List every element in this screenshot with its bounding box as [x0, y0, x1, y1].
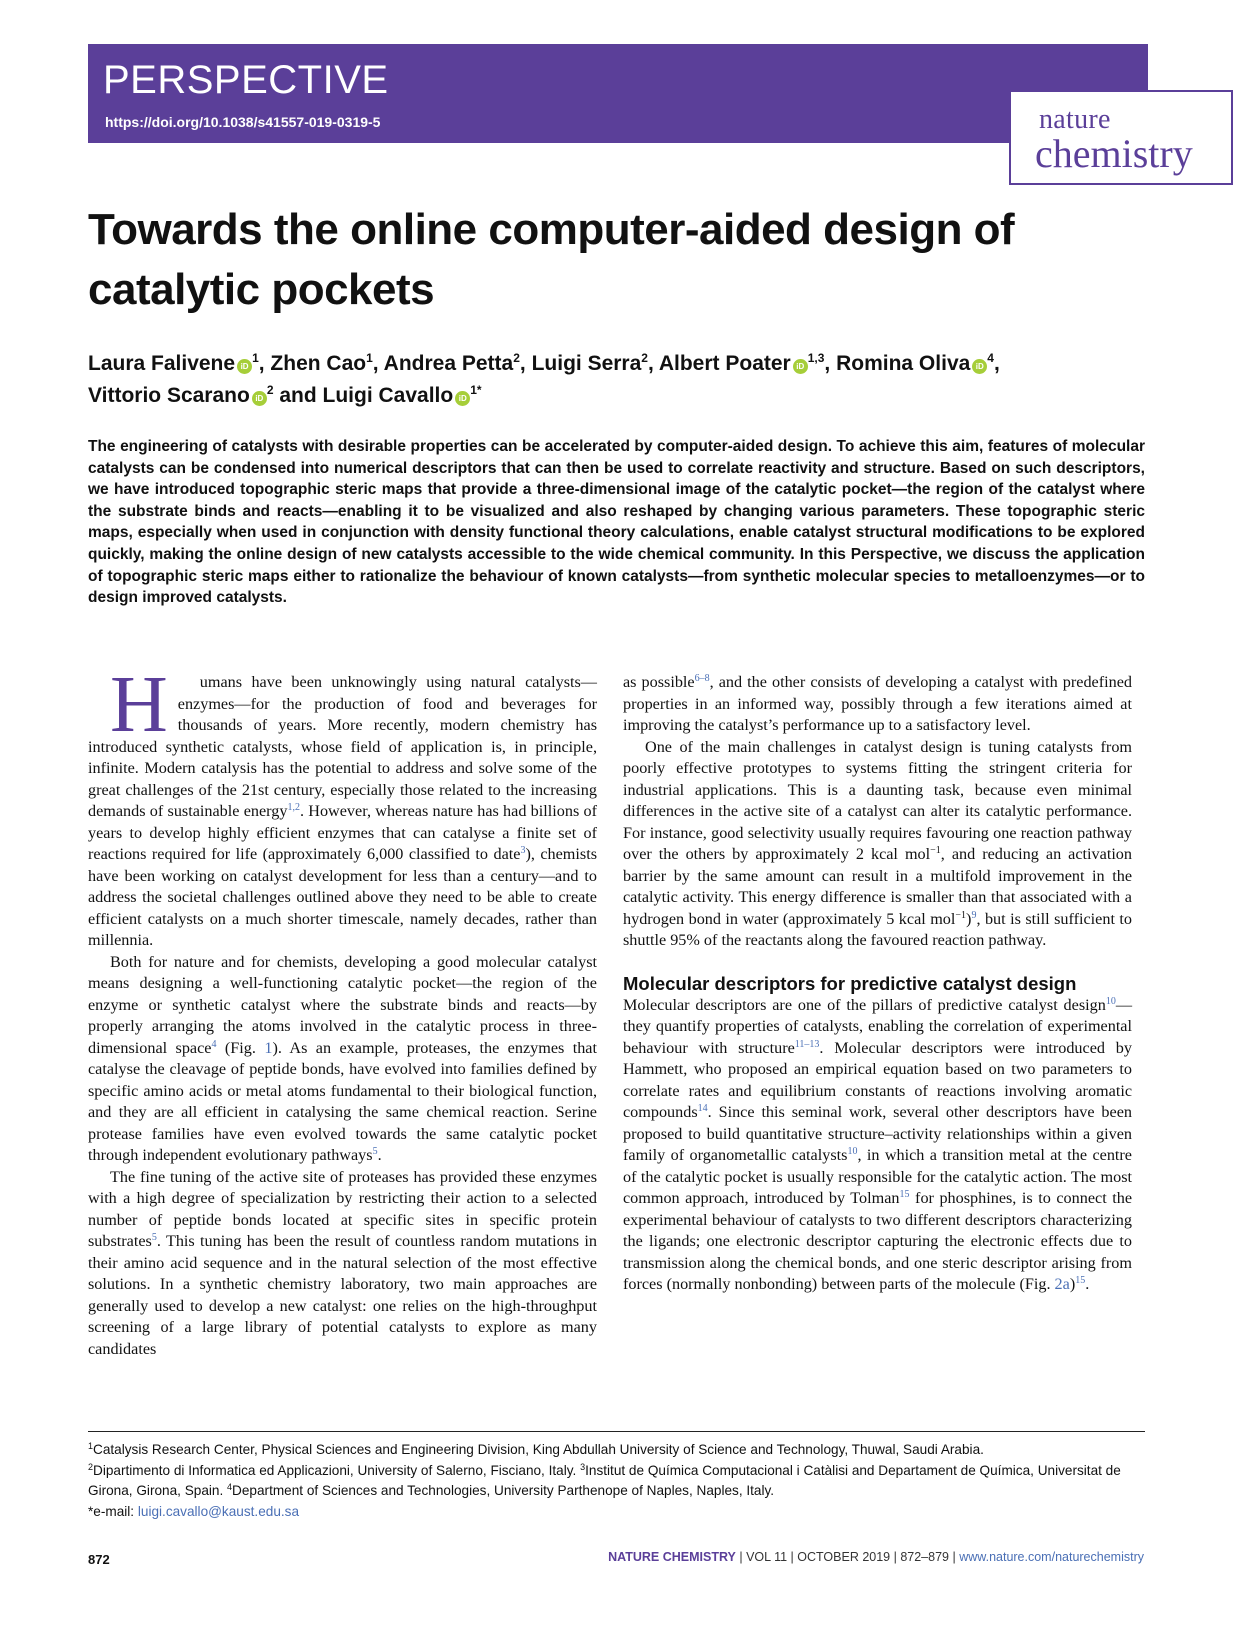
- abstract: The engineering of catalysts with desirable properties can be accelerated by computer-aided design. To achieve this aim, features of molecular catalysts can be condensed into numerical descriptors that can then be used to correlate reactivity and structure. Based on such descriptors, we have introduced topographic steric maps that provide a three-dimensional image of the catalytic pocket—the region of the catalyst where the substrate binds and reacts—enabling it to be visualized and also reshaped by changing various parameters. These topographic steric maps, especially when used in conjunction with density functional theory calculations, enable catalyst structural modifications to be explored quickly, making the online design of new catalysts accessible to the wide chemical community. In this Perspective, we discuss the application of topographic steric maps either to rationalize the behaviour of known catalysts—from synthetic molecular species to metalloenzymes—or to design improved catalysts.: [88, 438, 1145, 607]
- body-paragraph: [88, 952, 597, 1167]
- author-separator: ,: [519, 352, 532, 375]
- text-run: , in which a transition metal at the centre of the catalytic pocket is usually responsible for the catalytic action. The most common approach, introduced by Tolman: [623, 1146, 1132, 1207]
- citation-ref[interactable]: 3: [520, 845, 526, 856]
- author-name[interactable]: [384, 352, 520, 375]
- article-type: PERSPECTIVE: [103, 58, 389, 102]
- citation-ref[interactable]: 5: [372, 1146, 378, 1157]
- text-run: .: [377, 1146, 382, 1164]
- doi-link[interactable]: https://doi.org/10.1038/s41557-019-0319-5: [105, 114, 381, 130]
- text-run: .: [1085, 1275, 1090, 1293]
- author-name-text: Luigi Serra: [531, 352, 642, 375]
- text-run: —they quantify properties of catalysts, enabling the correlation of experimental behaviour with structure: [623, 995, 1132, 1057]
- text-run: ): [1069, 1275, 1076, 1293]
- text-run: . Molecular descriptors were introduced by Hammett, who proposed an empirical equation based on two parameters to correlate rates and equilibrium constants of reactions involving aromatic compounds: [623, 1038, 1132, 1121]
- affiliation-marker: 1: [366, 351, 373, 365]
- figure-ref[interactable]: 1: [264, 1038, 273, 1057]
- citation-ref[interactable]: 4: [211, 1038, 217, 1050]
- author-list: [88, 348, 1148, 412]
- author-separator: ,: [993, 352, 1000, 375]
- author-name[interactable]: [88, 384, 274, 407]
- body-paragraph: [88, 661, 597, 952]
- affiliation-marker: 4: [987, 351, 994, 365]
- unit-exponent: −1: [930, 845, 941, 856]
- affiliation-marker: 1*: [470, 383, 482, 397]
- affiliation-marker: 1: [252, 351, 259, 365]
- affiliation-text: Department of Sciences and Technologies, University Parthenope of Naples, Naples, Italy.: [232, 1483, 775, 1498]
- citation-ref[interactable]: 10: [847, 1146, 858, 1157]
- text-run: . However, whereas nature has had billions of years to develop highly efficient enzymes that can catalyse a finite set of reactions required for life (approximately 6,000 classified to date: [88, 802, 597, 863]
- affiliation-marker: 1,3: [807, 351, 825, 365]
- citation-ref[interactable]: 9: [971, 909, 977, 921]
- author-name[interactable]: [836, 352, 994, 375]
- journal-logo[interactable]: [1009, 90, 1233, 185]
- affiliation-marker: 2: [513, 351, 520, 365]
- email-label: *e-mail:: [88, 1503, 138, 1519]
- journal-url[interactable]: www.nature.com/naturechemistry: [959, 1550, 1144, 1564]
- text-run: for phosphines, is to connect the experimental behaviour of catalysts to two different descriptors characterizing the ligands; one electronic descriptor capturing the electronic effects due to transmission along the chemical bonds, and one steric descriptor arising from forces (normally nonbonding) between parts of the molecule (Fig.: [623, 1189, 1133, 1293]
- text-run: , but is still sufficient to shuttle 95% of the reactants along the favoured reaction pathway.: [623, 909, 1132, 949]
- author-name[interactable]: [659, 352, 825, 375]
- orcid-icon[interactable]: iD: [793, 359, 808, 374]
- orcid-icon[interactable]: iD: [455, 391, 470, 406]
- affiliation-text: Catalysis Research Center, Physical Sciences and Engineering Division, King Abdullah University of Science and Technology, Thuwal, Saudi Arabia.: [93, 1442, 984, 1457]
- author-name-text: Laura Falivene: [88, 352, 236, 375]
- body-paragraph: [623, 737, 1132, 952]
- orcid-icon[interactable]: iD: [237, 359, 252, 374]
- citation-ref[interactable]: 6–8: [694, 673, 710, 684]
- orcid-icon[interactable]: iD: [252, 391, 267, 406]
- footnote-divider: [88, 1431, 1145, 1432]
- author-name-text: Vittorio Scarano: [88, 384, 250, 407]
- citation-ref[interactable]: 11–13: [794, 1038, 820, 1050]
- text-run: Both for nature and for chemists, developing a good molecular catalyst means designing a well-functioning catalytic pocket—the region of the enzyme or synthetic catalyst where the substrate binds and reacts—by properly arranging the atoms involved in the catalytic process in three-dimensional space: [88, 952, 597, 1057]
- text-run: as possible: [623, 673, 695, 691]
- body-paragraph: [623, 672, 1132, 737]
- citation-ref[interactable]: 15: [1075, 1275, 1086, 1286]
- email-link[interactable]: luigi.cavallo@kaust.edu.sa: [137, 1503, 300, 1519]
- author-name-text: Zhen Cao: [270, 352, 367, 375]
- affiliation-text: Dipartimento di Informatica ed Applicazioni, University of Salerno, Fisciano, Italy.: [93, 1462, 581, 1478]
- journal-name: NATURE CHEMISTRY: [608, 1550, 736, 1564]
- text-run: ). As an example, proteases, the enzymes that catalyse the cleavage of peptide bonds, have evolved into families defined by specific amino acids or metal atoms fundamental to their biological function, and they are all efficient in catalysing the same chemical reaction. Serine protease families have even evolved towards the same catalytic pocket through independent evolutionary pathways: [88, 1038, 597, 1164]
- section-heading: Molecular descriptors for predictive catalyst design: [623, 972, 1077, 994]
- logo-chemistry: chemistry: [1035, 131, 1193, 176]
- body-paragraph: [623, 995, 1132, 1296]
- text-run: . Since this seminal work, several other descriptors have been proposed to build quantitative structure–activity relationships within a given family of organometallic catalysts: [623, 1103, 1132, 1164]
- citation-ref[interactable]: 5: [151, 1232, 157, 1243]
- affiliation-number: 2: [88, 1461, 94, 1472]
- author-separator: ,: [647, 352, 659, 375]
- orcid-icon[interactable]: iD: [972, 359, 987, 374]
- page-number: 872: [88, 1552, 110, 1567]
- author-name[interactable]: [88, 352, 259, 375]
- text-run: ), chemists have been working on catalyst development for less than a century—and to address the societal challenges outlined above they need to be able to create efficient catalysts on a much shorter timescale, namely decades, rather than millennia.: [88, 845, 597, 949]
- body-column-left: [88, 661, 597, 1360]
- author-separator: and: [273, 384, 323, 407]
- journal-footer: [608, 1550, 1144, 1564]
- author-separator: ,: [372, 352, 384, 375]
- drop-cap: H: [110, 661, 168, 749]
- text-run: (Fig.: [216, 1038, 265, 1057]
- article-type-banner: [88, 44, 1193, 176]
- text-run: , and the other consists of developing a catalyst with predefined properties in an informed way, possibly through a few iterations aimed at improving the catalyst’s performance up to a satisfactory level.: [623, 673, 1132, 734]
- author-name-text: Andrea Petta: [383, 352, 514, 375]
- affiliation-number: 1: [88, 1441, 94, 1451]
- body-column-right: [623, 672, 1132, 1296]
- text-run: ): [966, 909, 972, 928]
- citation-ref[interactable]: 15: [899, 1189, 910, 1200]
- affiliation-number: 4: [227, 1482, 233, 1492]
- citation-ref[interactable]: 14: [697, 1103, 708, 1114]
- text-run: Molecular descriptors are one of the pillars of predictive catalyst design: [623, 995, 1106, 1014]
- affiliation-text: Institut de Química Computacional i Catàlisi and Departament de Química, Universitat de Girona, Girona, Spain.: [88, 1462, 1121, 1498]
- unit-exponent: −1: [955, 909, 967, 921]
- affiliation-marker: 2: [266, 383, 274, 397]
- figure-ref[interactable]: 2a: [1054, 1275, 1070, 1293]
- author-name-text: Luigi Cavallo: [322, 384, 454, 407]
- text-run: The fine tuning of the active site of proteases has provided these enzymes with a high degree of specialization by restricting their action to a selected number of peptide bonds located at specific sites in specific protein substrates: [88, 1167, 597, 1250]
- affiliation-marker: 2: [641, 351, 648, 365]
- article-title: Towards the online computer-aided design of catalytic pockets: [88, 205, 1015, 314]
- author-separator: ,: [258, 352, 271, 375]
- affiliation-number: 3: [580, 1461, 586, 1472]
- affiliations: [88, 1440, 1148, 1522]
- citation-ref[interactable]: 10: [1105, 995, 1116, 1007]
- text-run: . This tuning has been the result of countless random mutations in their amino acid sequence and in the natural selection of the most effective solutions. In a synthetic chemistry laboratory, two main approaches are generally used to develop a new catalyst: one relies on the high-throughput screening of a large library of potential catalysts to explore as many candidates: [88, 1232, 597, 1358]
- issue-details: | VOL 11 | OCTOBER 2019 | 872–879 |: [735, 1550, 960, 1564]
- text-run: One of the main challenges in catalyst design is tuning catalysts from poorly effective prototypes to systems fitting the stringent criteria for industrial applications. This is a daunting task, because even minimal differences in the active site of a catalyst can alter its catalytic performance. For instance, good selectivity usually requires favouring one reaction pathway over the others by approximately 2 kcal mol: [623, 737, 1132, 863]
- text-run: umans have been unknowingly using natural catalysts—enzymes—for the production of food and beverages for thousands of years. More recently, modern chemistry has introduced synthetic catalysts, whose field of application is, in principle, infinite. Modern catalysis has the potential to address and solve some of the great challenges of the 21st century, especially those related to the increasing demands of sustainable energy: [88, 673, 597, 820]
- body-paragraph: [88, 1167, 597, 1361]
- affiliation-list: [88, 1442, 1121, 1498]
- text-run: , and reducing an activation barrier by the same amount can result in a multifold improvement in the catalytic activity. This energy difference is smaller than that associated with a hydrogen bond in water (approximately 5 kcal mol: [623, 845, 1132, 928]
- author-name[interactable]: [532, 352, 648, 375]
- author-name-text: Romina Oliva: [836, 352, 971, 375]
- author-name[interactable]: [270, 352, 372, 375]
- author-separator: ,: [824, 352, 837, 375]
- logo-nature: nature: [1039, 104, 1111, 135]
- author-name-text: Albert Poater: [658, 352, 791, 375]
- author-name[interactable]: [323, 384, 482, 407]
- citation-ref[interactable]: 1,2: [287, 802, 300, 813]
